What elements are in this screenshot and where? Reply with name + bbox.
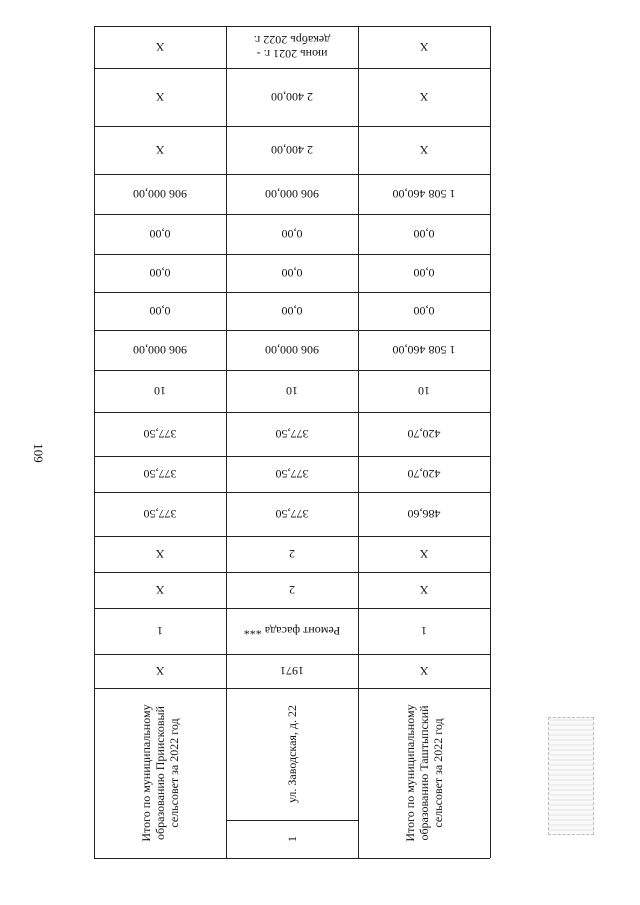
table-border-v (94, 26, 95, 858)
table-border-h (94, 536, 490, 537)
cell-text: 2 400,00 (271, 143, 313, 157)
cell-text: Итого по муниципальному образованию Приисковый сельсовет за 2022 год (139, 704, 181, 842)
table-border-h (94, 68, 490, 69)
table-border-h (94, 572, 490, 573)
table-border-h (94, 608, 490, 609)
cell-text: 10 (286, 384, 298, 398)
table-border-h (94, 688, 490, 689)
cell-text: X (155, 143, 165, 157)
row-index-text: 1 (285, 836, 299, 842)
cell-text: X (419, 40, 429, 54)
cell-text: 1 (157, 624, 163, 638)
cell-text: 0,00 (281, 304, 303, 318)
cell-text: 377,50 (275, 467, 309, 481)
cell-text: 420,70 (407, 427, 441, 441)
cell-text: X (419, 664, 429, 678)
cell-text: 906 000,00 (133, 187, 187, 201)
table-border-h (94, 492, 490, 493)
cell-text: 906 000,00 (265, 343, 319, 357)
table-border-h (94, 292, 490, 293)
table-border-h (94, 126, 490, 127)
table-border-h (94, 330, 490, 331)
table-border-h (94, 456, 490, 457)
table-border-h (94, 654, 490, 655)
table-border-h (94, 858, 490, 859)
cell-text: 2 400,00 (271, 90, 313, 104)
cell-text: 0,00 (149, 304, 171, 318)
cell-text: X (419, 90, 429, 104)
cell-text: 10 (154, 384, 166, 398)
cell-text: 0,00 (281, 266, 303, 280)
cell-text: 0,00 (149, 227, 171, 241)
table-border-v (490, 26, 491, 858)
page-number: 109 (31, 443, 46, 463)
table-border-h (94, 412, 490, 413)
cell-text: X (155, 547, 165, 561)
cell-text: X (419, 143, 429, 157)
cell-text: 377,50 (143, 507, 177, 521)
cell-text: X (419, 583, 429, 597)
cell-text: 1971 (280, 664, 304, 678)
cell-text: 10 (418, 384, 430, 398)
cell-text: 377,50 (275, 427, 309, 441)
table-border-h (94, 370, 490, 371)
cell-text: июнь 2021 г. - декабрь 2022 г. (253, 33, 331, 61)
table-border-h (226, 820, 358, 821)
cell-text: 1 508 460,00 (392, 187, 456, 201)
cell-text: 0,00 (281, 227, 303, 241)
cell-text: ул. Заводская, д. 22 (285, 704, 299, 804)
cell-text: 906 000,00 (133, 343, 187, 357)
stamp-mark (548, 717, 594, 835)
table-border-h (94, 174, 490, 175)
cell-text: 0,00 (413, 227, 435, 241)
table-border-h (94, 214, 490, 215)
cell-text: 486,60 (407, 507, 441, 521)
cell-text: 377,50 (143, 427, 177, 441)
cell-text: 0,00 (413, 266, 435, 280)
table-border-v (358, 26, 359, 858)
cell-text: 1 508 460,00 (392, 343, 456, 357)
cell-text: X (155, 40, 165, 54)
cell-text: X (155, 583, 165, 597)
cell-text: 420,70 (407, 467, 441, 481)
cell-text: 377,50 (275, 507, 309, 521)
cell-text: 906 000,00 (265, 187, 319, 201)
cell-text: Итого по муниципальному образованию Таштыпский сельсовет за 2022 год (403, 704, 445, 842)
cell-text: 1 (421, 624, 427, 638)
cell-text: X (155, 664, 165, 678)
table-border-v (226, 26, 227, 858)
table-border-h (94, 26, 490, 27)
table-border-h (94, 254, 490, 255)
cell-text: 2 (289, 547, 295, 561)
cell-text: 2 (289, 583, 295, 597)
cell-text: 377,50 (143, 467, 177, 481)
cell-text: Ремонт фасада *** (243, 624, 341, 638)
cell-text: 0,00 (149, 266, 171, 280)
cell-text: 0,00 (413, 304, 435, 318)
cell-text: X (155, 90, 165, 104)
cell-text: X (419, 547, 429, 561)
